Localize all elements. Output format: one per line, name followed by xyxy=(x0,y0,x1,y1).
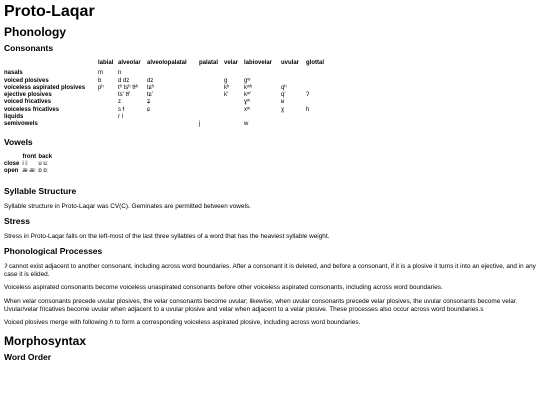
consonant-cell: w xyxy=(244,121,249,128)
consonant-cell xyxy=(147,114,199,121)
consonant-cell xyxy=(244,70,281,77)
consonant-row xyxy=(4,85,326,92)
consonant-cell xyxy=(98,99,118,106)
subsection-heading-phonological-processes: Phonological Processes xyxy=(4,245,103,256)
consonant-cell xyxy=(147,70,199,77)
row-label: voiced plosives xyxy=(4,77,49,84)
process-paragraph-aspirated: Voiceless aspirated consonants become voiceless unaspirated consonants before other voiceless aspirated consonants, including across word boundaries. xyxy=(4,284,443,292)
consonant-cell xyxy=(199,85,224,92)
consonant-cell: dz xyxy=(147,77,154,84)
consonant-cell xyxy=(199,99,224,106)
consonant-cell: ɕ xyxy=(147,106,150,113)
subsection-heading-vowels: Vowels xyxy=(4,136,33,147)
consonant-cell: kʷʰ xyxy=(244,84,253,91)
consonant-cell xyxy=(224,99,244,106)
process-paragraph-voiced-plosives xyxy=(4,319,536,327)
consonant-cell: kʷ' xyxy=(244,92,252,99)
consonant-cell: tʰ tsʰ tɬʰ xyxy=(118,84,139,91)
h-symbol: h xyxy=(109,318,114,326)
consonant-cell xyxy=(281,121,306,128)
consonant-cell: ts' tɬ' xyxy=(118,92,131,99)
consonant-cell xyxy=(306,114,326,121)
consonant-cell: z xyxy=(118,99,121,106)
consonant-row xyxy=(4,114,326,121)
vowels-corner xyxy=(4,154,22,161)
consonant-cell xyxy=(199,70,224,77)
consonant-cell xyxy=(224,121,244,128)
row-label: close xyxy=(4,160,20,167)
consonant-cell: ʔ xyxy=(306,92,309,99)
consonant-cell: q' xyxy=(281,92,286,99)
row-label: liquids xyxy=(4,114,24,121)
consonant-cell xyxy=(199,114,224,121)
consonant-cell xyxy=(244,114,281,121)
consonant-cell xyxy=(98,114,118,121)
consonant-cell xyxy=(118,121,147,128)
col-header: glottal xyxy=(306,60,324,66)
vowel-cell: i iː xyxy=(22,160,29,167)
consonant-cell: pʰ xyxy=(98,84,104,91)
consonant-cell xyxy=(306,121,326,128)
consonant-cell: tɕʰ xyxy=(147,84,154,91)
consonant-cell: kʰ xyxy=(224,84,230,91)
subsection-heading-stress: Stress xyxy=(4,215,30,226)
consonant-cell xyxy=(306,70,326,77)
consonant-cell: gʷ xyxy=(244,77,251,84)
row-label: nasals xyxy=(4,70,23,77)
col-header: back xyxy=(38,153,53,160)
consonant-cell xyxy=(306,99,326,106)
row-label: voiceless fricatives xyxy=(4,106,60,113)
consonant-cell xyxy=(281,78,306,85)
process-text: cannot exist adjacent to another consonant, including across word boundaries. After a consonant it is deleted, and before a consonant, if it is a plosive it turns it into an ejective, and in any case it is elided. xyxy=(4,262,536,279)
vowels-header-row xyxy=(4,154,54,161)
row-label: voiced fricatives xyxy=(4,99,52,106)
consonant-row xyxy=(4,99,326,106)
col-header: palatal xyxy=(199,60,219,66)
process-text: Voiced plosives merge with following xyxy=(4,318,110,326)
process-paragraph-velar-uvular: When velar consonants precede uvular plosives, the velar consonants become uvular; likewise, when uvular consonants precede velar plosives, the uvular consonants become velar. Uvular/velar fricatives become uvular when adjacent to a uvular plosive and velar when adjacent to a velar plosive. These processes also occur across word boundaries.s xyxy=(4,297,518,313)
consonant-cell xyxy=(98,121,118,128)
row-label: semivowels xyxy=(4,121,38,128)
consonant-cell xyxy=(98,107,118,114)
consonant-cell xyxy=(306,85,326,92)
col-header: uvular xyxy=(281,60,300,66)
consonant-cell: ʁ xyxy=(281,99,285,106)
consonant-cell xyxy=(199,92,224,99)
consonant-cell: n xyxy=(118,70,122,77)
subsection-heading-consonants: Consonants xyxy=(4,43,54,53)
consonant-cell xyxy=(281,114,306,121)
subsection-heading-word-order: Word Order xyxy=(4,352,52,363)
consonant-cell xyxy=(224,114,244,121)
consonants-header-row xyxy=(4,60,326,70)
process-paragraph-glottal xyxy=(4,263,536,279)
consonant-cell xyxy=(306,78,326,85)
subsection-heading-syllable-structure: Syllable Structure xyxy=(4,185,77,196)
consonant-cell: d dz xyxy=(118,77,130,84)
col-header: front xyxy=(22,153,37,160)
process-text: to form a corresponding voiceless aspirated plosive, including across word boundaries. xyxy=(113,318,361,326)
consonant-cell xyxy=(98,92,118,99)
consonant-row xyxy=(4,92,326,99)
consonant-row xyxy=(4,121,326,128)
section-heading-phonology: Phonology xyxy=(4,25,66,39)
row-label: ejective plosives xyxy=(4,92,52,99)
vowel-cell: æ æː xyxy=(22,168,37,175)
consonant-cell xyxy=(199,78,224,85)
consonant-cell xyxy=(147,121,199,128)
consonant-cell: xʷ xyxy=(244,106,250,113)
col-header: labial xyxy=(98,60,114,66)
glottal-stop-symbol: ʔ xyxy=(4,262,8,270)
consonant-cell xyxy=(224,70,244,77)
consonant-cell xyxy=(199,107,224,114)
consonant-cell: ɾ l xyxy=(118,114,123,121)
consonant-cell: s ɬ xyxy=(118,106,125,113)
consonant-row xyxy=(4,107,326,114)
vowel-row xyxy=(4,161,54,168)
vowel-row xyxy=(4,168,54,175)
consonant-row xyxy=(4,70,326,77)
col-header: alveolar xyxy=(118,60,141,66)
consonants-table xyxy=(4,60,326,129)
col-header: velar xyxy=(224,60,239,66)
consonant-cell: m xyxy=(98,70,103,77)
vowels-table xyxy=(4,154,54,176)
col-header: alveolopalatal xyxy=(147,60,187,66)
consonant-cell: j xyxy=(199,121,201,128)
row-label: voiceless aspirated plosives xyxy=(4,84,86,91)
consonant-cell: ʑ xyxy=(147,99,151,106)
consonant-cell: g xyxy=(224,77,228,84)
col-header: labiovelar xyxy=(244,60,273,66)
consonant-cell: k' xyxy=(224,92,229,99)
consonant-cell: qʰ xyxy=(281,84,287,91)
row-label: open xyxy=(4,168,19,175)
consonant-cell: ɣʷ xyxy=(244,99,250,106)
consonant-cell: h xyxy=(306,106,310,113)
syllable-structure-text: Syllable structure in Proto-Laqar was CV(C). Geminates are permitted between vowels. xyxy=(4,202,251,210)
consonant-cell: χ xyxy=(281,106,285,113)
consonants-corner xyxy=(4,60,98,70)
consonant-cell: tɕ' xyxy=(147,92,153,99)
consonant-cell xyxy=(281,70,306,77)
consonant-row xyxy=(4,78,326,85)
vowel-cell: ɒ ɒː xyxy=(38,168,49,175)
consonant-cell: b xyxy=(98,77,102,84)
page-title: Proto-Laqar xyxy=(4,3,95,20)
consonant-cell xyxy=(224,107,244,114)
stress-text: Stress in Proto-Laqar falls on the left-most of the last three syllables of a word that has the heaviest syllable weight. xyxy=(4,232,330,240)
section-heading-morphosyntax: Morphosyntax xyxy=(4,334,87,349)
vowel-cell: u uː xyxy=(38,160,49,167)
